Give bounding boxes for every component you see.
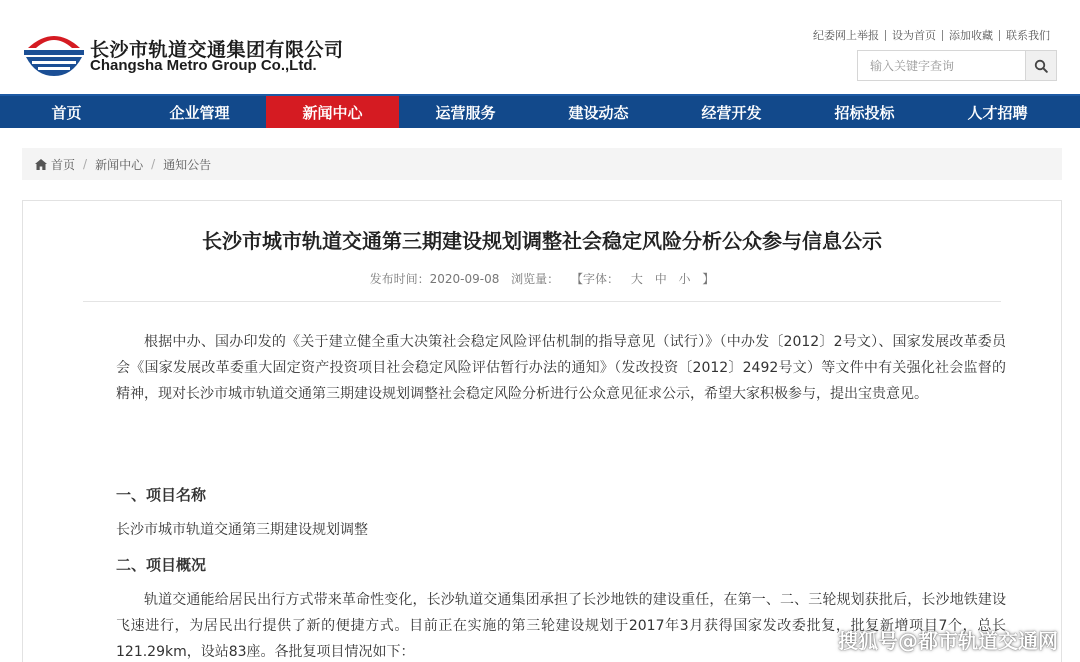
nav-business[interactable]: 经营开发 (701, 103, 762, 122)
publish-time: 发布时间：2020-09-08 (369, 272, 500, 286)
top-link-homepage[interactable]: 设为首页 (892, 29, 936, 42)
nav-home[interactable]: 首页 (51, 103, 82, 122)
font-size-label: 【字体： (571, 272, 620, 286)
nav-management[interactable]: 企业管理 (169, 103, 230, 122)
section2-heading: 二、项目概况 (116, 556, 207, 574)
section1-heading: 一、项目名称 (116, 486, 207, 504)
search-icon (1034, 59, 1048, 73)
font-small-button[interactable]: 小 (678, 272, 691, 286)
main-nav (0, 94, 1080, 128)
watermark: 搜狐号@都市轨道交通网 (838, 629, 1058, 653)
nav-bidding[interactable]: 招标投标 (834, 103, 895, 122)
intro-paragraph: 根据中办、国办印发的《关于建立健全重大决策社会稳定风险评估机制的指导意见（试行）》（中办发〔2012〕2号文）、国家发展改革委员会《国家发展改革委重大固定资产投资项目社会稳定风险评估暂行办法的通知》（发改投资〔2012〕2492号文）等文件中有关强化社会监督的精神，现对长沙市城市轨道交通第三期建设规划调整社会稳定风险分析进行公众意见征求公示，希望大家积极参与，提出宝贵意见。 (116, 334, 1006, 402)
top-links (807, 27, 1056, 43)
breadcrumb (22, 148, 1062, 180)
article-meta (23, 270, 1061, 287)
view-count: 浏览量： (511, 272, 560, 286)
top-link-favorite[interactable]: 添加收藏 (949, 29, 993, 42)
breadcrumb-notice[interactable]: 通知公告 (163, 157, 212, 172)
breadcrumb-home[interactable]: 首页 (51, 157, 76, 172)
nav-operation[interactable]: 运营服务 (435, 103, 496, 122)
breadcrumb-separator: / (83, 157, 88, 171)
nav-news[interactable]: 新闻中心 (266, 96, 399, 128)
home-icon (35, 159, 47, 170)
article-panel (22, 200, 1062, 662)
font-large-button[interactable]: 大 (630, 272, 643, 286)
font-size-close: 】 (702, 272, 715, 286)
section2-body: 轨道交通能给居民出行方式带来革命性变化，长沙轨道交通集团承担了长沙地铁的建设重任，在第一、二、三轮规划获批后，长沙地铁建设飞速进行，为居民出行提供了新的便捷方式。目前正在实施的第三轮建设规划于2017年3月获得国家发改委批复，批复新增项目7个，总长121.29km，设站83座。各批复项目情况如下： (116, 592, 1006, 660)
site-header (0, 0, 1080, 94)
company-name-cn: 长沙市轨道交通集团有限公司 (90, 39, 344, 61)
breadcrumb-news[interactable]: 新闻中心 (95, 157, 144, 172)
metro-logo-icon[interactable] (22, 26, 86, 78)
search-box (857, 50, 1057, 81)
top-link-contact[interactable]: 联系我们 (1006, 29, 1050, 42)
nav-recruit[interactable]: 人才招聘 (967, 103, 1028, 122)
search-input[interactable] (858, 51, 1026, 80)
article-title: 长沙市城市轨道交通第三期建设规划调整社会稳定风险分析公众参与信息公示 (202, 229, 882, 253)
title-divider (83, 301, 1001, 302)
section1-body: 长沙市城市轨道交通第三期建设规划调整 (116, 522, 368, 538)
search-button[interactable] (1025, 51, 1056, 80)
font-medium-button[interactable]: 中 (654, 272, 667, 286)
company-name-en: Changsha Metro Group Co.,Ltd. (90, 57, 317, 74)
nav-construction[interactable]: 建设动态 (568, 103, 629, 122)
top-link-report[interactable]: 纪委网上举报 (813, 29, 879, 42)
breadcrumb-separator: / (151, 157, 156, 171)
